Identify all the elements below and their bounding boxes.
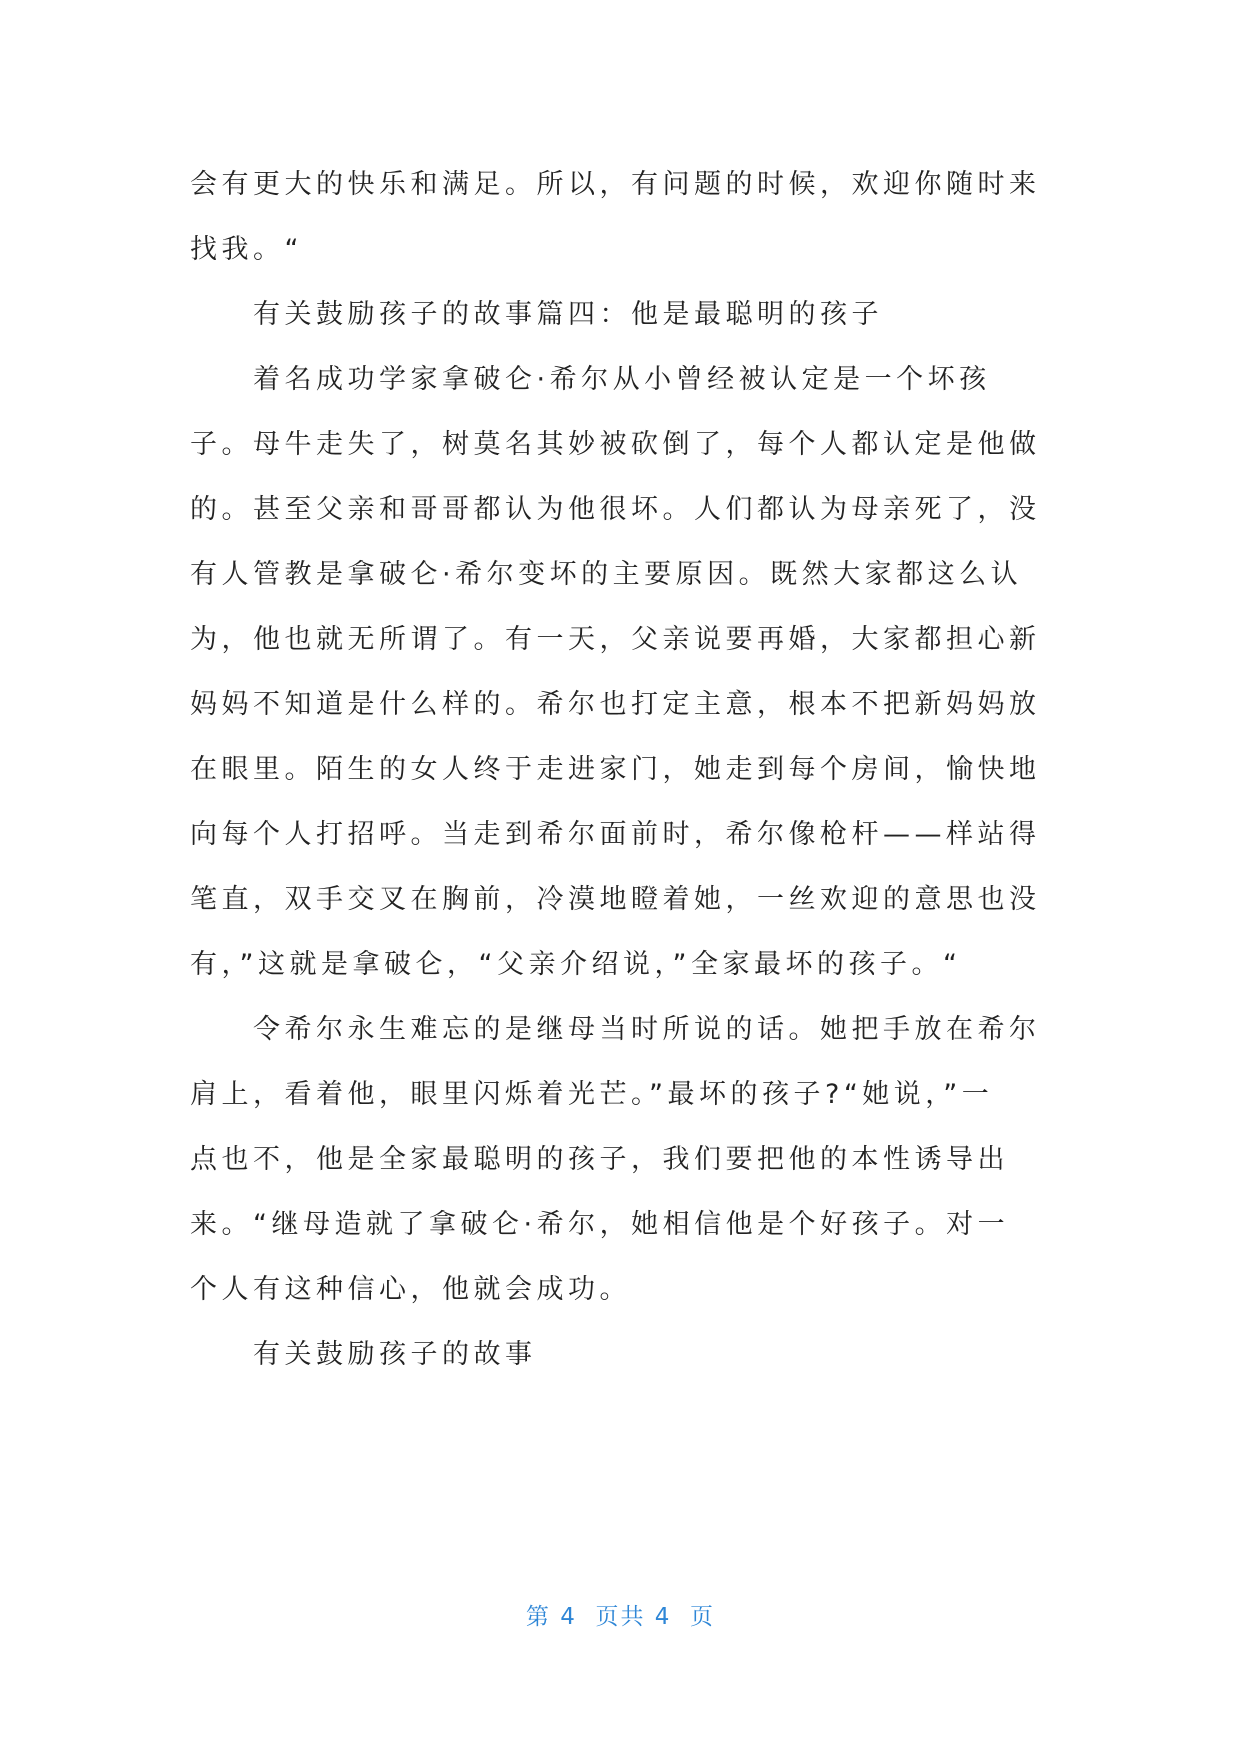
text-line: 向每个人打招呼。当走到希尔面前时，希尔像枪杆——样站得 [190,819,1041,850]
text-line: 在眼里。陌生的女人终于走进家门，她走到每个房间，愉快地 [190,754,1041,785]
text-line: 笔直，双手交叉在胸前，冷漠地瞪着她，一丝欢迎的意思也没 [190,884,1041,915]
text-line: 的。甚至父亲和哥哥都认为他很坏。人们都认为母亲死了，没 [190,494,1041,525]
page-number-footer: 第 4 页共 4 页 [525,1604,716,1630]
text-line: 子。母牛走失了，树莫名其妙被砍倒了，每个人都认定是他做 [190,429,1041,460]
text-line: 点也不，他是全家最聪明的孩子，我们要把他的本性诱导出 [190,1144,1009,1175]
text-line: 个人有这种信心，他就会成功。 [190,1274,631,1305]
paragraph-start: 着名成功学家拿破仑·希尔从小曾经被认定是一个坏孩 [253,364,991,395]
text-line: 有人管教是拿破仑·希尔变坏的主要原因。既然大家都这么认 [190,559,1023,590]
section-heading: 有关鼓励孩子的故事篇四：他是最聪明的孩子 [253,299,883,330]
text-line: 有，”这就是拿破仑，“父亲介绍说，”全家最坏的孩子。“ [190,949,962,980]
section-heading: 有关鼓励孩子的故事 [253,1339,537,1370]
text-line: 妈妈不知道是什么样的。希尔也打定主意，根本不把新妈妈放 [190,689,1041,720]
text-line: 会有更大的快乐和满足。所以，有问题的时候，欢迎你随时来 [190,169,1041,200]
text-line: 肩上，看着他，眼里闪烁着光芒。”最坏的孩子?“她说，”一 [190,1079,994,1110]
text-line: 为，他也就无所谓了。有一天，父亲说要再婚，大家都担心新 [190,624,1041,655]
text-line: 来。“继母造就了拿破仑·希尔，她相信他是个好孩子。对一 [190,1209,1010,1240]
text-line: 找我。“ [190,234,303,265]
document-body [190,152,1050,1387]
paragraph-start: 令希尔永生难忘的是继母当时所说的话。她把手放在希尔 [253,1014,1041,1045]
